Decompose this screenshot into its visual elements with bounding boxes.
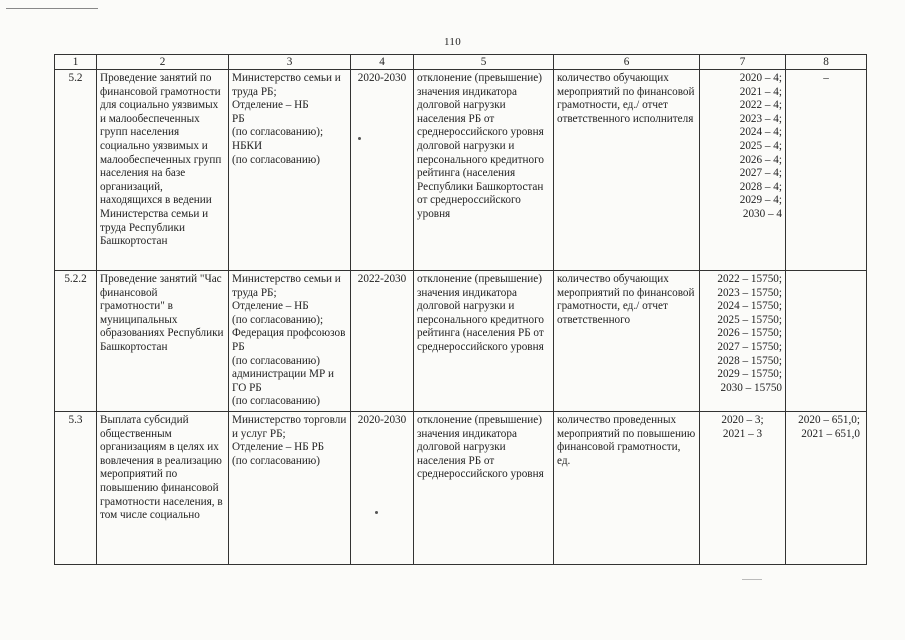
executor-cell [229,70,351,271]
executor-line: (по согласованию) [232,454,320,467]
executor-line: администрации МР и ГО РБ [232,368,334,394]
header-cell: 1 [55,55,97,70]
executor-line: Отделение – НБ РБ [232,441,325,454]
indicator-cell: отклонение (превышение) значения индикатора долговой нагрузки населения РБ от среднероссийского уровня [414,412,554,565]
value-line: 2028 – 4; [739,180,782,193]
program-table [54,54,867,565]
value-line: 2027 – 4; [739,167,782,180]
value-line: 2030 – 4 [742,207,782,220]
measure-cell: количество проведенных мероприятий по повышению финансовой грамотности, ед. [554,412,700,565]
row-number: 5.2.2 [55,271,97,412]
executor-line: Министерство семьи и труда РБ; [232,72,341,98]
value-line: 2021 – 3 [722,427,763,440]
measure-cell: количество обучающих мероприятий по финансовой грамотности, ед./ отчет ответственного [554,271,700,412]
scan-speck [358,137,361,140]
value-line: 2026 – 4; [739,153,782,166]
value-line: 2025 – 4; [739,139,782,152]
funds-line: 2020 – 651,0; [798,414,860,426]
header-cell: 2 [97,55,229,70]
header-cell: 6 [554,55,700,70]
executor-line: Министерство семьи и труда РБ; [232,273,341,299]
value-line: 2023 – 15750; [717,286,782,299]
table-row [55,70,867,271]
header-cell: 8 [786,55,867,70]
executor-cell [229,271,351,412]
funds-cell [786,412,867,565]
indicator-cell: отклонение (превышение) значения индикатора долговой нагрузки и персонального кредитного рейтинга (населения РБ от среднероссийского уровня [414,271,554,412]
executor-line: Отделение – НБ [232,99,309,112]
value-line: 2030 – 15750 [720,381,782,394]
value-line: 2022 – 15750; [717,273,782,285]
value-line: 2029 – 4; [739,194,782,207]
indicator-cell: отклонение (превышение) значения индикатора долговой нагрузки населения РБ от среднероссийского уровня долговой нагрузки и персонального кредитного рейтинга (населения Республики Башкортостан от среднероссийского уровня [414,70,554,271]
funds-line: 2021 – 651,0 [801,427,860,440]
header-row [55,55,867,70]
executor-line: (по согласованию) [232,354,320,367]
values-cell [700,70,786,271]
values-cell [700,271,786,412]
table-row [55,271,867,412]
period-cell: 2022-2030 [351,271,414,412]
value-line: 2028 – 15750; [717,354,782,367]
value-line: 2026 – 15750; [717,327,782,340]
value-line: 2024 – 15750; [717,300,782,313]
executor-cell [229,412,351,565]
executor-line: НБКИ [232,139,263,152]
period-cell: 2020-2030 [351,70,414,271]
value-line: 2023 – 4; [739,112,782,125]
executor-line: (по согласованию) [232,153,320,166]
header-cell: 7 [700,55,786,70]
event-name: Проведение занятий "Час финансовой грамотности" в муниципальных образованиях Республики Башкортостан [97,271,229,412]
value-line: 2020 – 4; [739,72,782,84]
executor-line: РБ [232,112,245,125]
scan-corner-mark [6,8,98,9]
page-number: 110 [444,36,461,48]
header-cell: 5 [414,55,554,70]
row-number: 5.3 [55,412,97,565]
event-name: Выплата субсидий общественным организациям в целях их вовлечения в реализацию мероприятий по повышению финансовой грамотности населения, в том числе социально [97,412,229,565]
header-cell: 4 [351,55,414,70]
value-line: 2027 – 15750; [717,340,782,353]
scan-mark [742,579,762,580]
executor-line: (по согласованию); [232,126,324,139]
value-line: 2025 – 15750; [717,313,782,326]
period-cell: 2020-2030 [351,412,414,565]
executor-line: (по согласованию) [232,395,320,408]
value-line: 2024 – 4; [739,126,782,139]
value-line: 2022 – 4; [739,99,782,112]
measure-cell: количество обучающих мероприятий по финансовой грамотности, ед./ отчет ответственного исполнителя [554,70,700,271]
value-line: 2029 – 15750; [717,368,782,381]
executor-line: Федерация профсоюзов РБ [232,327,346,353]
executor-line: Отделение – НБ [232,300,309,313]
value-line: 2021 – 4; [739,85,782,98]
values-cell [700,412,786,565]
executor-line: Министерство торговли и услуг РБ; [232,414,347,440]
table-row [55,412,867,565]
header-cell: 3 [229,55,351,70]
funds-cell [786,271,867,412]
funds-line: – [823,72,829,84]
scan-speck [375,511,378,514]
funds-cell [786,70,867,271]
value-line: 2020 – 3; [721,414,764,426]
row-number: 5.2 [55,70,97,271]
event-name: Проведение занятий по финансовой грамотности для социально уязвимых и малообеспеченных групп населения социально уязвимых и малообеспеченных групп населения на базе организаций, находящихся в ведении Министерства семьи и труда Республики Башкортостан [97,70,229,271]
executor-line: (по согласованию); [232,313,324,326]
